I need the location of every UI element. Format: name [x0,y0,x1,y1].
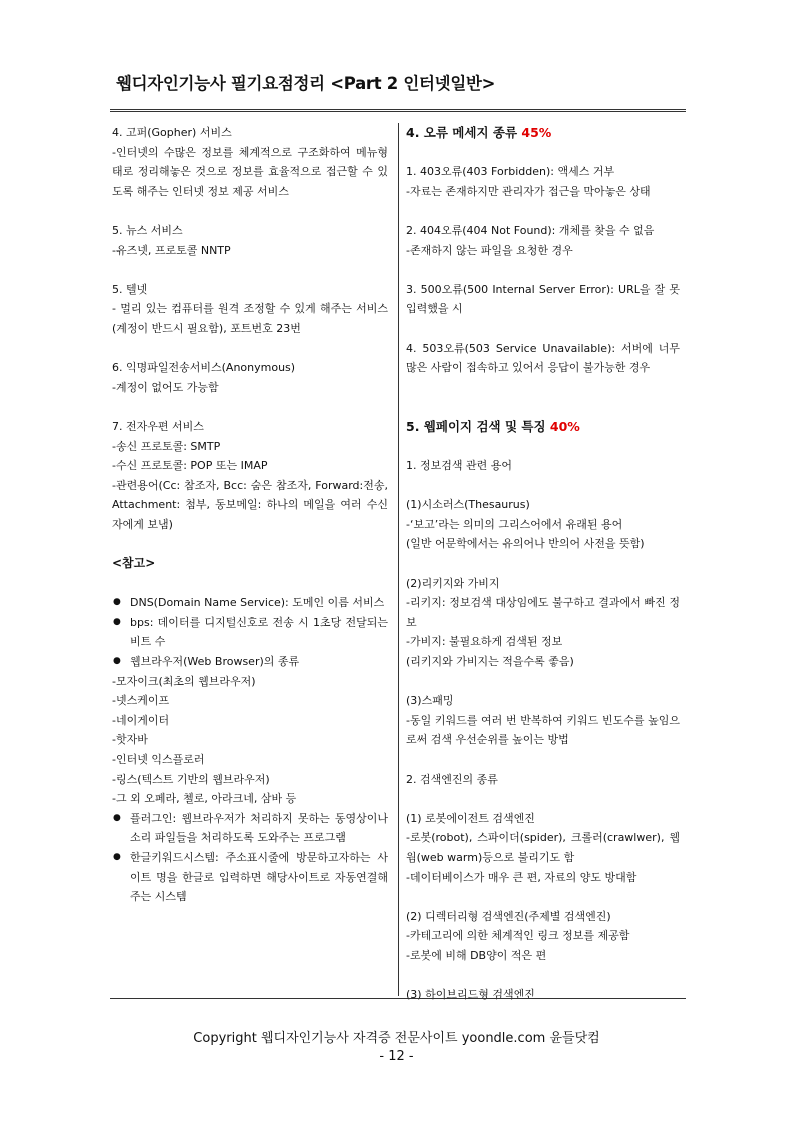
search-percent: 40% [549,418,580,434]
telnet-body: - 멀리 있는 컴퓨터를 원격 조정할 수 있게 해주는 서비스(계정이 반드시 필요함), 포트번호 23번 [112,302,388,335]
anon-ftp-body: -계정이 없어도 가능함 [112,380,219,394]
errors-percent: 45% [521,125,552,140]
list-item: ● bps: 데이터를 디지털신호로 전송 시 1초당 전달되는 비트 수 [112,613,388,652]
anon-ftp-heading: 6. 익명파일전송서비스(Anonymous) [112,361,296,375]
browser-item: -그 외 오페라, 첼로, 아라크네, 삼바 등 [112,792,297,806]
term-line: (리키지와 가비지는 적을수록 좋음) [406,655,574,669]
browser-item: -네이게이터 [112,713,170,727]
header-rule [110,109,686,110]
page-number: - 12 - [379,1049,414,1064]
error-title: 3. 500오류(500 Internal Server Error): URL을 잘 못 입력했을 시 [406,282,680,316]
page-title: 웹디자인기능사 필기요점정리 <Part 2 인터넷일반> [116,74,496,93]
engine-title: (3) 하이브리드형 검색엔진 [406,988,535,1002]
right-column [406,123,680,1005]
term-line: (일반 어문학에서는 유의어나 반의어 사전을 뜻함) [406,537,645,551]
gopher-body: -인터넷의 수많은 정보를 체계적으로 구조화하여 메뉴형태로 정리해놓은 것으로 정보를 효율적으로 접근할 수 있도록 해주는 인터넷 정보 제공 서비스 [112,145,388,198]
term-line: -리키지: 정보검색 대상임에도 불구하고 결과에서 빠진 정보 [406,596,680,629]
error-title: 2. 404오류(404 Not Found): 개체를 찾을 수 없음 [406,223,655,237]
browser-item: -인터넷 익스플로러 [112,753,205,766]
engine-line: -데이터베이스가 매우 큰 편, 자료의 양도 방대함 [406,870,637,884]
term-title: (1)시소러스(Thesaurus) [406,498,530,512]
search-subheading: 2. 검색엔진의 종류 [406,772,498,786]
email-heading: 7. 전자우편 서비스 [112,419,204,433]
note-bullet-list-2 [112,809,388,907]
error-desc: -존재하지 않는 파일을 요청한 경우 [406,243,573,257]
list-item: ● 플러그인: 웹브라우저가 처리하지 못하는 동영상이나 소리 파일들을 처리하도록 도와주는 프로그램 [112,809,388,848]
list-item: ● 한글키워드시스템: 주소표시줄에 방문하고자하는 사이트 명을 한글로 입력하면 해당사이트로 자동연결해주는 시스템 [112,848,388,907]
error-title: 1. 403오류(403 Forbidden): 액세스 거부 [406,165,615,179]
search-subheading: 1. 정보검색 관련 용어 [406,459,512,473]
news-heading: 5. 뉴스 서비스 [112,223,183,237]
term-title: (2)리키지와 가비지 [406,576,500,590]
browser-item: -모자이크(최초의 웹브라우저) [112,674,256,688]
browser-item: -링스(텍스트 기반의 웹브라우저) [112,772,270,786]
term-line: -가비지: 불필요하게 검색된 정보 [406,635,563,649]
error-desc: -자료는 존재하지만 관리자가 접근을 막아놓은 상태 [406,184,651,198]
search-section-heading: 5. 웹페이지 검색 및 특징 40% [406,418,580,434]
term-line: -‘보고’라는 의미의 그리스어에서 유래된 용어 [406,517,623,531]
engine-title: (2) 디렉터리형 검색엔진(주제별 검색엔진) [406,909,611,923]
email-line: -수신 프로토콜: POP 또는 IMAP [112,459,268,473]
engine-line: -카테고리에 의한 체계적인 링크 정보를 제공함 [406,929,630,943]
news-body: -유즈넷, 프로토콜 NNTP [112,243,231,257]
column-divider [398,123,399,996]
error-title: 4. 503오류(503 Service Unavailable): 서버에 너무 많은 사람이 접속하고 있어서 응답이 불가능한 경우 [406,341,680,375]
term-title: (3)스패밍 [406,694,454,708]
engine-title: (1) 로봇에이전트 검색엔진 [406,811,535,825]
note-bullet-list [112,593,388,671]
email-line: -관련용어(Cc: 참조자, Bcc: 숨은 참조자, Forward:전송, Attachment: 첨부, 동보메일: 하나의 메일을 여러 수신자에게 보냄) [112,478,388,531]
errors-section-heading: 4. 오류 메세지 종류 45% [406,125,552,140]
note-heading: <참고> [112,556,156,571]
engine-line: -로봇(robot), 스파이더(spider), 크롤러(crawlwer), 웹웜(web warm)등으로 불리기도 함 [406,831,680,864]
left-column [112,123,388,907]
list-item: ● DNS(Domain Name Service): 도메인 이름 서비스 [112,593,388,613]
browser-item: -핫자바 [112,733,148,747]
footer-rule [110,998,686,999]
copyright-text: Copyright 웹디자인기능사 자격증 전문사이트 yoondle.com 윤들닷컴 [193,1031,600,1046]
list-item: ● 웹브라우저(Web Browser)의 종류 [112,652,388,672]
telnet-heading: 5. 텔넷 [112,282,148,296]
gopher-heading: 4. 고퍼(Gopher) 서비스 [112,126,232,139]
engine-line: -로봇에 비해 DB양이 적은 편 [406,948,547,962]
email-line: -송신 프로토콜: SMTP [112,439,221,453]
header-rule-double [110,111,686,112]
browser-item: -넷스케이프 [112,694,170,708]
term-line: -동일 키워드를 여러 번 반복하여 키워드 빈도수를 높임으로써 검색 우선순위를 높이는 방법 [406,713,680,747]
